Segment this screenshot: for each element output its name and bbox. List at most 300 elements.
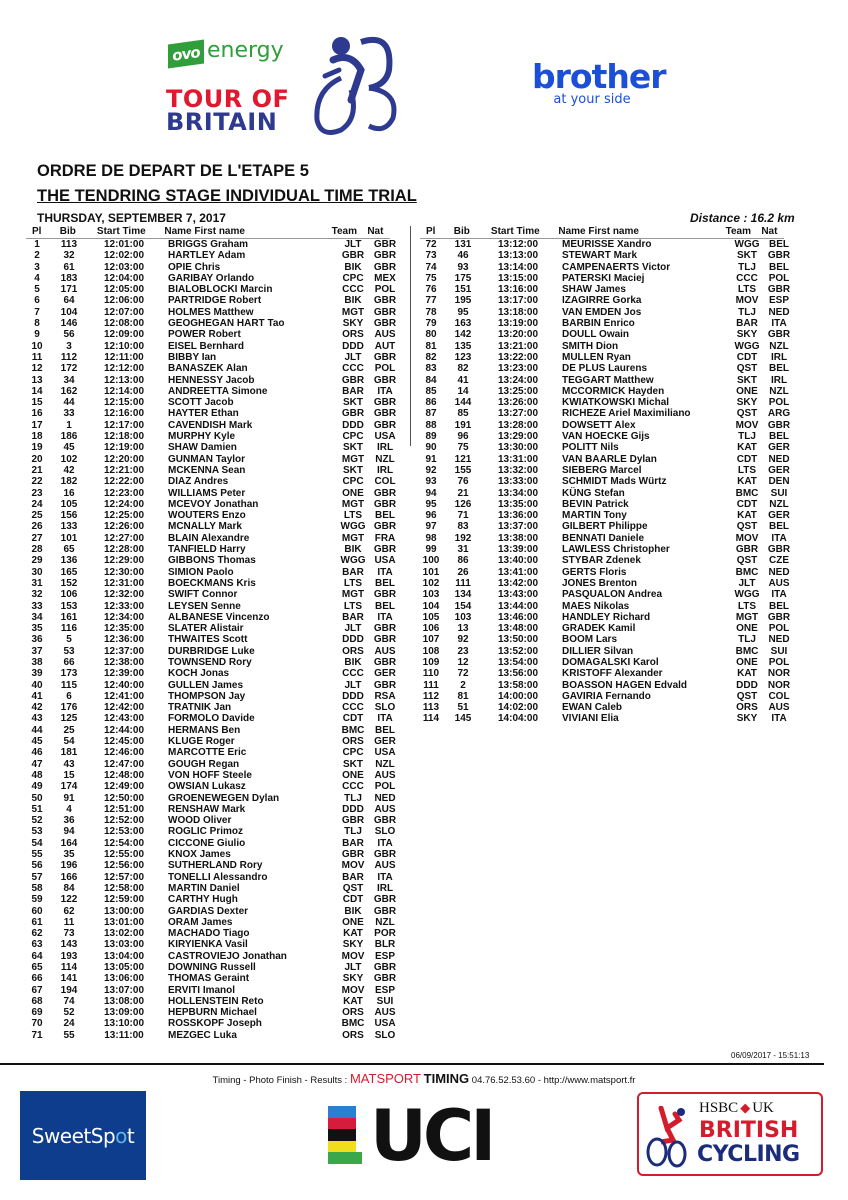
rider-team: SKY: [342, 939, 364, 951]
rider-place: 94: [425, 487, 437, 499]
rider-team: SKT: [737, 374, 757, 386]
rider-place: 36: [31, 634, 43, 646]
table-row: [26, 250, 400, 261]
rider-nat: GBR: [373, 250, 397, 262]
rider-start-time: 12:41:00: [103, 690, 145, 702]
rider-team: GBR: [341, 815, 365, 827]
rider-name: RICHEZE Ariel Maximiliano: [562, 408, 691, 420]
rider-bib: 161: [60, 611, 78, 623]
table-row: [26, 713, 400, 724]
rider-nat: AUS: [374, 860, 396, 872]
ovo-energy-text: energy: [207, 38, 284, 63]
rider-name: GARIBAY Orlando: [168, 272, 255, 284]
rider-nat: GBR: [767, 284, 791, 296]
rider-place: 11: [31, 351, 43, 363]
table-row: [420, 307, 794, 318]
rider-bib: 141: [60, 973, 78, 985]
rider-place: 60: [31, 905, 43, 917]
table-row: [26, 860, 400, 871]
rider-team: TLJ: [738, 306, 756, 318]
rider-nat: NOR: [767, 668, 791, 680]
rider-nat: GER: [768, 442, 790, 454]
rider-name: GOUGH Regan: [168, 758, 240, 770]
rider-team: KAT: [343, 995, 363, 1007]
rider-team: QST: [736, 408, 758, 420]
rider-name: CAMPENAERTS Victor: [562, 261, 671, 273]
rider-bib: 84: [63, 882, 75, 894]
rider-name: MARCOTTE Eric: [168, 747, 247, 759]
rider-start-time: 13:42:00: [497, 577, 539, 589]
rider-place: 70: [31, 1018, 43, 1030]
rider-nat: NED: [768, 306, 790, 318]
rider-nat: BEL: [375, 577, 395, 589]
rider-bib: 62: [63, 905, 75, 917]
rider-bib: 11: [63, 916, 75, 928]
rider-name: RENSHAW Mark: [168, 803, 246, 815]
rider-bib: 81: [457, 690, 469, 702]
rider-start-time: 12:43:00: [103, 713, 145, 725]
rider-nat: NED: [768, 566, 790, 578]
table-row: [26, 691, 400, 702]
rider-nat: GBR: [373, 261, 397, 273]
rider-nat: SLO: [374, 1029, 396, 1041]
table-row: [420, 521, 794, 532]
rider-team: CPC: [342, 431, 364, 443]
rider-nat: MEX: [374, 272, 396, 284]
british-cycling-rider-icon: [645, 1106, 697, 1168]
rider-nat: GBR: [767, 419, 791, 431]
rider-nat: SUI: [770, 645, 788, 657]
rider-name: MCCORMICK Hayden: [562, 385, 665, 397]
rider-nat: IRL: [376, 464, 394, 476]
rider-start-time: 12:39:00: [103, 668, 145, 680]
rider-team: CCC: [342, 702, 364, 714]
table-row: [420, 397, 794, 408]
rider-place: 73: [425, 250, 437, 262]
table-row: [26, 973, 400, 984]
rider-start-time: 13:02:00: [103, 928, 145, 940]
sweetspot-text-a: SweetSp: [31, 1123, 116, 1148]
rider-nat: ITA: [377, 713, 393, 725]
rider-start-time: 13:32:00: [497, 464, 539, 476]
rider-name: MEURISSE Xandro: [562, 239, 652, 250]
rider-nat: CZE: [769, 555, 789, 567]
rider-place: 67: [31, 984, 43, 996]
rider-team: BAR: [342, 385, 364, 397]
rider-name: SIEBERG Marcel: [562, 464, 642, 476]
uci-stripe-red: [328, 1118, 356, 1130]
rider-start-time: 13:44:00: [497, 600, 539, 612]
rider-start-time: 12:52:00: [103, 815, 145, 827]
rider-bib: 55: [63, 1029, 75, 1041]
rider-bib: 196: [60, 860, 78, 872]
rider-name: WILLIAMS Peter: [168, 487, 246, 499]
rider-nat: ESP: [374, 984, 395, 996]
rider-name: TRATNIK Jan: [168, 702, 232, 714]
rider-nat: GBR: [373, 544, 397, 556]
printed-timestamp: 06/09/2017 - 15:51:13: [731, 1051, 810, 1060]
rider-start-time: 12:13:00: [103, 374, 145, 386]
table-row: [26, 747, 400, 758]
table-row: [26, 634, 400, 645]
rider-team: LTS: [737, 464, 757, 476]
rider-start-time: 12:27:00: [103, 532, 145, 544]
table-row: [420, 612, 794, 623]
hsbc-hexagon-icon: ◆: [740, 1100, 751, 1115]
table-row: [420, 499, 794, 510]
rider-start-time: 13:13:00: [497, 250, 539, 262]
rider-team: ORS: [736, 702, 758, 714]
rider-place: 101: [422, 566, 440, 578]
table-row: [420, 408, 794, 419]
table-row: [420, 578, 794, 589]
table-row: [420, 454, 794, 465]
rider-team: JLT: [344, 679, 362, 691]
rider-team: DDD: [342, 634, 364, 646]
rider-bib: 122: [60, 894, 78, 906]
rider-place: 105: [422, 611, 440, 623]
rider-team: WGG: [340, 521, 366, 533]
table-row: [26, 521, 400, 532]
rider-place: 79: [425, 318, 437, 330]
table-row: [26, 736, 400, 747]
rider-bib: 194: [60, 984, 78, 996]
rider-place: 63: [31, 939, 43, 951]
hsbc-text: HSBC: [699, 1100, 739, 1116]
rider-start-time: 12:14:00: [103, 385, 145, 397]
rider-place: 40: [31, 679, 43, 691]
table-row: [420, 273, 794, 284]
rider-nat: GBR: [373, 962, 397, 973]
rider-start-time: 12:42:00: [103, 702, 145, 714]
rider-bib: 175: [454, 272, 472, 284]
rider-team: CCC: [342, 363, 364, 375]
rider-bib: 156: [60, 510, 78, 522]
rider-start-time: 13:19:00: [497, 318, 539, 330]
col-header-start-time: Start Time: [96, 226, 146, 237]
rider-team: BAR: [342, 871, 364, 883]
rider-team: TLJ: [738, 634, 756, 646]
rider-name: HOLMES Matthew: [168, 306, 254, 318]
rider-start-time: 13:26:00: [497, 397, 539, 409]
rider-bib: 51: [457, 702, 469, 714]
table-row: [26, 781, 400, 792]
rider-start-time: 13:10:00: [103, 1018, 145, 1030]
rider-name: KNOX James: [168, 849, 231, 861]
rider-place: 45: [31, 736, 43, 748]
rider-team: KAT: [343, 928, 363, 940]
rider-nat: BEL: [769, 431, 789, 443]
rider-name: EISEL Bernhard: [168, 340, 244, 352]
rider-team: CPC: [342, 272, 364, 284]
rider-start-time: 13:11:00: [104, 1029, 144, 1041]
col-header-name: Name First name: [558, 226, 639, 237]
rider-team: ORS: [342, 645, 364, 657]
rider-nat: SLO: [374, 826, 396, 838]
rider-bib: 46: [457, 250, 469, 262]
col-header-name: Name First name: [164, 226, 245, 237]
british-cycling-logo: [637, 1092, 823, 1176]
uci-logo: [328, 1095, 516, 1177]
table-row: [26, 826, 400, 837]
table-row: [26, 239, 400, 250]
rider-bib: 96: [457, 431, 469, 443]
rider-start-time: 13:04:00: [103, 950, 145, 962]
rider-bib: 113: [60, 239, 78, 250]
rider-place: 50: [31, 792, 43, 804]
rider-team: TLJ: [344, 792, 362, 804]
rider-nat: AUS: [374, 329, 396, 341]
table-row: [26, 318, 400, 329]
brother-name: brother: [532, 57, 666, 96]
rider-bib: 6: [66, 690, 72, 702]
rider-name: HERMANS Ben: [168, 724, 241, 736]
rider-team: MGT: [341, 306, 365, 318]
rider-place: 55: [31, 849, 43, 861]
rider-place: 92: [425, 464, 437, 476]
rider-team: QST: [736, 363, 758, 375]
column-divider: [410, 226, 411, 446]
table-row: [420, 262, 794, 273]
table-row: [26, 962, 400, 973]
table-row: [420, 601, 794, 612]
rider-name: TANFIELD Harry: [168, 544, 246, 556]
rider-place: 30: [31, 566, 43, 578]
rider-place: 82: [425, 351, 437, 363]
rider-place: 33: [31, 600, 43, 612]
rider-place: 107: [422, 634, 440, 646]
rider-start-time: 12:10:00: [103, 340, 145, 352]
rider-team: WGG: [734, 340, 760, 352]
table-row: [26, 883, 400, 894]
rider-place: 47: [31, 758, 43, 770]
rider-nat: USA: [374, 1018, 396, 1030]
table-row: [26, 646, 400, 657]
table-row: [420, 442, 794, 453]
rider-bib: 112: [60, 351, 78, 363]
ovo-logo-mark: ovo: [168, 39, 204, 68]
rider-place: 90: [425, 442, 437, 454]
rider-bib: 34: [63, 374, 75, 386]
rider-nat: POR: [374, 928, 396, 940]
rider-nat: POL: [768, 623, 790, 635]
rider-team: CDT: [736, 351, 758, 363]
rider-place: 84: [425, 374, 437, 386]
rider-nat: GBR: [373, 656, 397, 668]
rider-start-time: 12:21:00: [103, 464, 145, 476]
rider-nat: BEL: [375, 510, 395, 522]
rider-start-time: 12:38:00: [103, 656, 145, 668]
rider-team: WGG: [734, 589, 760, 601]
rider-start-time: 12:47:00: [103, 758, 145, 770]
rider-team: CPC: [342, 476, 364, 488]
rider-team: MOV: [735, 295, 759, 307]
rider-start-time: 13:22:00: [497, 351, 539, 363]
rider-start-time: 12:01:00: [103, 239, 145, 250]
rider-name: SWIFT Connor: [168, 589, 238, 601]
table-row: [26, 465, 400, 476]
rider-team: BAR: [342, 611, 364, 623]
table-row: [26, 894, 400, 905]
table-row: [26, 408, 400, 419]
rider-place: 109: [422, 656, 440, 668]
table-row: [420, 510, 794, 521]
rider-place: 71: [31, 1029, 43, 1041]
rider-team: TLJ: [738, 431, 756, 443]
rider-name: ORAM James: [168, 916, 233, 928]
table-row: [26, 759, 400, 770]
col-header-start-time: Start Time: [490, 226, 540, 237]
table-row: [26, 397, 400, 408]
rider-bib: 95: [457, 306, 469, 318]
rider-start-time: 13:01:00: [103, 916, 145, 928]
rider-place: 89: [425, 431, 437, 443]
table-row: [26, 770, 400, 781]
rider-nat: POL: [374, 781, 396, 793]
rider-bib: 154: [454, 600, 472, 612]
rider-start-time: 12:55:00: [103, 849, 145, 861]
rider-start-time: 12:40:00: [103, 679, 145, 691]
rider-place: 54: [31, 837, 43, 849]
rider-nat: POL: [768, 656, 790, 668]
rider-place: 61: [31, 916, 43, 928]
table-row: [26, 939, 400, 950]
rider-team: SKT: [343, 397, 363, 409]
rider-place: 1: [34, 239, 40, 250]
rider-bib: 145: [454, 713, 472, 725]
col-header-bib: Bib: [59, 226, 76, 237]
rider-name: GIBBONS Thomas: [168, 555, 256, 567]
table-row: [26, 657, 400, 668]
rider-name: MULLEN Ryan: [562, 351, 631, 363]
table-row: [420, 623, 794, 634]
rider-place: 103: [422, 589, 440, 601]
rider-start-time: 13:03:00: [103, 939, 145, 951]
table-row: [420, 713, 794, 724]
rider-nat: GBR: [373, 408, 397, 420]
rider-team: ONE: [342, 916, 364, 928]
table-row: [26, 295, 400, 306]
table-row: [26, 589, 400, 600]
rider-nat: BLR: [374, 939, 396, 951]
rider-start-time: 12:45:00: [103, 736, 145, 748]
table-row: [26, 668, 400, 679]
rider-place: 31: [31, 577, 43, 589]
rider-place: 78: [425, 306, 437, 318]
rider-nat: ESP: [768, 295, 789, 307]
rider-bib: 32: [63, 250, 75, 262]
rider-place: 17: [31, 419, 43, 431]
rider-team: ORS: [342, 736, 364, 748]
rider-start-time: 12:25:00: [103, 510, 145, 522]
rider-nat: GBR: [373, 306, 397, 318]
rider-nat: NZL: [375, 916, 395, 928]
rider-bib: 4: [66, 803, 72, 815]
rider-start-time: 13:37:00: [497, 521, 539, 533]
rider-bib: 195: [454, 295, 472, 307]
rider-start-time: 12:11:00: [104, 351, 144, 363]
rider-start-time: 12:26:00: [103, 521, 145, 533]
rider-nat: ITA: [377, 871, 393, 883]
table-row: [26, 985, 400, 996]
rider-bib: 53: [63, 645, 75, 657]
rider-bib: 25: [63, 724, 75, 736]
stage-distance: Distance : 16.2 km: [690, 211, 795, 225]
rider-name: JONES Brenton: [562, 577, 638, 589]
table-body: [420, 239, 794, 725]
rider-place: 96: [425, 510, 437, 522]
table-row: [420, 375, 794, 386]
table-row: [26, 804, 400, 815]
rider-nat: BEL: [375, 600, 395, 612]
rider-start-time: 12:20:00: [103, 453, 145, 465]
rider-place: 65: [31, 962, 43, 973]
rider-name: SCOTT Jacob: [168, 397, 234, 409]
rider-place: 44: [31, 724, 43, 736]
rider-bib: 186: [60, 431, 78, 443]
rider-start-time: 12:49:00: [103, 781, 145, 793]
rider-place: 74: [425, 261, 437, 273]
rider-nat: GBR: [373, 318, 397, 330]
rider-place: 7: [34, 306, 40, 318]
rider-bib: 103: [454, 611, 472, 623]
table-row: [26, 793, 400, 804]
rider-name: LAWLESS Christopher: [562, 544, 670, 556]
rider-nat: GBR: [767, 544, 791, 556]
table-row: [26, 849, 400, 860]
rider-start-time: 13:05:00: [103, 962, 145, 973]
rider-nat: SLO: [374, 702, 396, 714]
table-row: [26, 488, 400, 499]
rider-start-time: 12:09:00: [103, 329, 145, 341]
rider-place: 102: [422, 577, 440, 589]
rider-name: ROSSKOPF Joseph: [168, 1018, 262, 1030]
col-header-bib: Bib: [453, 226, 470, 237]
rider-start-time: 12:48:00: [103, 769, 145, 781]
rider-bib: 136: [60, 555, 78, 567]
rider-name: HAYTER Ethan: [168, 408, 239, 420]
rider-nat: POL: [374, 363, 396, 375]
rider-bib: 174: [60, 781, 78, 793]
rider-bib: 16: [63, 487, 75, 499]
sweetspot-text-t: t: [126, 1123, 135, 1148]
rider-team: ONE: [736, 385, 758, 397]
table-row: [420, 680, 794, 691]
rider-team: QST: [736, 690, 758, 702]
rider-place: 48: [31, 769, 43, 781]
rider-nat: ITA: [377, 385, 393, 397]
rider-team: MOV: [341, 984, 365, 996]
table-row: [26, 431, 400, 442]
rider-name: TONELLI Alessandro: [168, 871, 268, 883]
table-row: [420, 544, 794, 555]
rider-name: DOWSETT Alex: [562, 419, 636, 431]
rider-nat: GBR: [373, 894, 397, 906]
rider-nat: IRL: [376, 882, 394, 894]
rider-name: BEVIN Patrick: [562, 498, 629, 510]
rider-name: TOWNSEND Rory: [168, 656, 252, 668]
rider-team: QST: [736, 521, 758, 533]
table-row: [26, 1007, 400, 1018]
rider-name: CARTHY Hugh: [168, 894, 238, 906]
rider-bib: 75: [457, 442, 469, 454]
rider-team: BIK: [344, 656, 362, 668]
rider-team: CDT: [736, 498, 758, 510]
rider-name: CAVENDISH Mark: [168, 419, 253, 431]
rider-name: CASTROVIEJO Jonathan: [168, 950, 287, 962]
rider-start-time: 12:53:00: [103, 826, 145, 838]
rider-place: 88: [425, 419, 437, 431]
